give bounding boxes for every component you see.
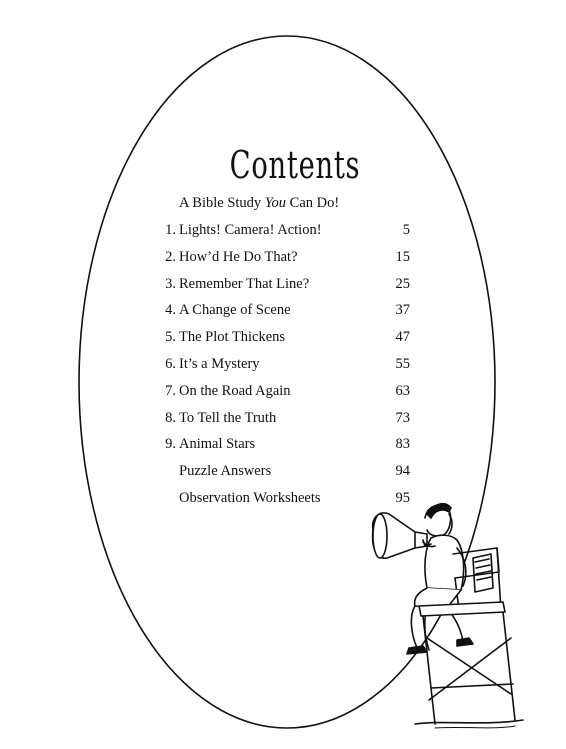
toc-entry-page: 55 xyxy=(395,355,410,372)
toc-entry[interactable] xyxy=(158,249,410,276)
page-title: Contents xyxy=(229,143,361,188)
toc-entry-number: 6. xyxy=(165,355,176,372)
table-of-contents xyxy=(158,222,410,517)
toc-entry-page: 37 xyxy=(395,302,410,319)
toc-entry-title: The Plot Thickens xyxy=(179,329,286,346)
toc-entry-title: Lights! Camera! Action! xyxy=(179,222,322,238)
toc-entry[interactable] xyxy=(158,436,410,463)
toc-entry[interactable] xyxy=(158,329,410,356)
toc-entry-number: 7. xyxy=(165,382,176,399)
toc-entry-page: 15 xyxy=(395,248,410,265)
toc-entry-number: 2. xyxy=(165,248,176,265)
intro-text-pre: A Bible Study xyxy=(179,195,265,211)
toc-entry-page: 47 xyxy=(395,329,410,346)
toc-entry-page: 83 xyxy=(395,436,410,453)
intro-line xyxy=(179,195,339,212)
toc-entry-page: 94 xyxy=(395,463,410,480)
toc-entry-number: 5. xyxy=(165,329,176,346)
toc-entry-number: 4. xyxy=(165,302,176,319)
toc-entry-page: 5 xyxy=(402,222,410,238)
toc-entry-title: Observation Worksheets xyxy=(179,489,321,506)
toc-entry-number: 8. xyxy=(165,409,176,426)
toc-entry[interactable] xyxy=(158,276,410,303)
toc-entry[interactable] xyxy=(158,463,410,490)
toc-entry-title: To Tell the Truth xyxy=(179,409,277,426)
toc-entry-title: On the Road Again xyxy=(179,382,291,399)
toc-entry-title: Animal Stars xyxy=(179,436,256,453)
toc-entry-page: 25 xyxy=(395,275,410,292)
toc-entry[interactable] xyxy=(158,302,410,329)
intro-text-post: Can Do! xyxy=(286,195,340,211)
director-megaphone-icon xyxy=(365,488,525,733)
toc-entry-page: 63 xyxy=(395,382,410,399)
toc-entry-title: How’d He Do That? xyxy=(179,248,298,265)
toc-entry[interactable] xyxy=(158,410,410,437)
toc-entry-title: Puzzle Answers xyxy=(179,463,272,480)
toc-entry-number: 1. xyxy=(165,222,176,238)
toc-entry-title: A Change of Scene xyxy=(179,302,291,319)
toc-entry-number: 3. xyxy=(165,275,176,292)
toc-entry-page: 73 xyxy=(395,409,410,426)
toc-entry-title: Remember That Line? xyxy=(179,275,310,292)
toc-entry[interactable] xyxy=(158,356,410,383)
intro-text-emphasis: You xyxy=(264,195,287,211)
toc-entry[interactable] xyxy=(158,222,410,249)
toc-entry[interactable] xyxy=(158,383,410,410)
toc-entry-page: 95 xyxy=(395,489,410,506)
toc-entry-number: 9. xyxy=(165,436,176,453)
toc-entry-title: It’s a Mystery xyxy=(179,355,260,372)
